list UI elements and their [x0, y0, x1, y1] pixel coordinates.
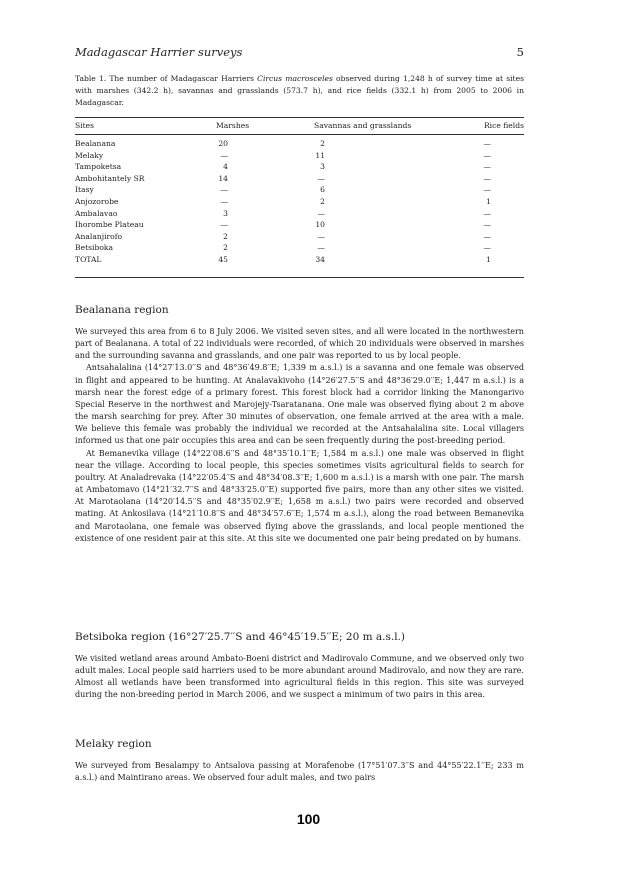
cell-marshes: 20: [218, 139, 228, 148]
running-head-page-number: 5: [516, 45, 524, 59]
table-bottom-rule: [75, 277, 524, 278]
column-header-sites: Sites: [75, 121, 95, 130]
table-header-row: [75, 120, 524, 132]
column-header-marshes: Marshes: [216, 121, 250, 130]
cell-site: Ihorombe Plateau: [75, 220, 144, 230]
table-row: [75, 254, 524, 266]
cell-savannas: —: [317, 243, 325, 253]
table-header-rule: [75, 134, 524, 135]
cell-rice-fields: —: [483, 139, 491, 148]
column-header-savannas: Savannas and grasslands: [314, 121, 412, 130]
cell-savannas: 2: [320, 139, 325, 148]
cell-site: Betsiboka: [75, 243, 114, 253]
section-heading-bealanana: Bealanana region: [75, 304, 169, 316]
cell-site: Anjozorobe: [75, 196, 119, 206]
cell-site: TOTAL: [75, 254, 102, 264]
cell-rice-fields: —: [483, 220, 491, 230]
cell-rice-fields: 1: [486, 196, 491, 206]
table-row: [75, 138, 524, 150]
table-caption-rest: observed during 1,248 h of survey time at sites with marshes (342.2 h), savannas and grasslands (573.7 h), and rice fields (332.1 h) from 2005 to 2006 in Madagascar.: [75, 74, 524, 107]
table-row: [75, 231, 524, 243]
cell-site: Analanjirofo: [75, 231, 123, 241]
cell-rice-fields: —: [483, 173, 491, 183]
paragraph: Antsahalalina (14°27′13.0′′S and 48°36′49.8′′E; 1,339 m a.s.l.) is a savanna and one female was observed in flight and appeared to be hunting. At Analavakivoho (14°26′27.5′′S and 48°36′29.0′′E; 1,447 m a.s.l.) is a marsh near the forest edge of a primary forest. This forest block had a corridor linking the Manongarivo Special Reserve in the northwest and Marojejy-Tsaratanana. One male was observed flying about 2 m above the marsh searching for prey. After 30 minutes of observation, one female arrived at the area with a male. We believe this female was probably the individual we recorded at the Antsahalalina site. Local villagers informed us that one pair occupies this area and can be seen frequently during the post-breeding period.: [75, 363, 524, 446]
cell-site: Itasy: [75, 185, 94, 195]
column-header-rice-fields: Rice fields: [483, 121, 524, 130]
cell-rice-fields: 1: [486, 254, 491, 264]
table-row: [75, 184, 524, 196]
section-body-betsiboka: [75, 653, 524, 702]
section-body-melaky: [75, 760, 524, 784]
cell-savannas: 11: [315, 150, 325, 160]
cell-savannas: —: [317, 208, 325, 218]
cell-marshes: —: [220, 220, 228, 230]
cell-rice-fields: —: [483, 243, 491, 253]
cell-savannas: 2: [320, 196, 325, 206]
section-heading-betsiboka: Betsiboka region (16°27′25.7′′S and 46°45′19.5′′E; 20 m a.s.l.): [75, 631, 405, 643]
cell-marshes: —: [220, 150, 228, 160]
table-row: [75, 161, 524, 173]
table-row: [75, 219, 524, 231]
species-name: Circus macrosceles: [257, 74, 333, 83]
cell-rice-fields: —: [483, 162, 491, 172]
cell-marshes: 4: [223, 162, 228, 172]
running-head-title: Madagascar Harrier surveys: [75, 45, 243, 59]
cell-marshes: —: [220, 185, 228, 195]
cell-rice-fields: —: [483, 185, 491, 195]
cell-marshes: 45: [218, 254, 228, 264]
table-row: [75, 173, 524, 185]
cell-site: Bealanana: [75, 139, 116, 148]
cell-savannas: 34: [315, 254, 325, 264]
paragraph: At Bemanevika village (14°22′08.6′′S and 48°35′10.1′′E; 1,584 m a.s.l.) one male was observed in flight near the village. According to local people, this species sometimes visits agricultural fields to search for poultry. At Analadrevaka (14°22′05.4′′S and 48°34′08.3′′E; 1,600 m a.s.l.) is a marsh with one pair. The marsh at Ambatomavo (14°21′32.7′′S and 48°33′25.0′′E) supported five pairs, more than any other sites we visited. At Marotaolana (14°20′14.5′′S and 48°35′02.9′′E; 1,658 m a.s.l.) two pairs were recorded and observed mating. At Ankosilava (14°21′10.8′′S and 48°34′57.6′′E; 1,574 m a.s.l.), along the road between Bemanevika and Marotaolana, one female was observed flying above the grasslands, and local people mentioned the existence of one resident pair at this site. At this site we documented one pair being predated on by humans.: [75, 448, 524, 543]
cell-marshes: 14: [218, 173, 228, 183]
section-heading-melaky: Melaky region: [75, 738, 152, 750]
table-row: [75, 208, 524, 220]
cell-savannas: —: [317, 173, 325, 183]
cell-site: Ambohitantely SR: [75, 173, 145, 183]
running-head: [75, 45, 524, 61]
cell-savannas: 6: [320, 185, 325, 195]
cell-site: Melaky: [75, 150, 104, 160]
cell-rice-fields: —: [483, 231, 491, 241]
cell-savannas: 3: [320, 162, 325, 172]
table-body: [75, 138, 524, 266]
cell-marshes: 3: [223, 208, 228, 218]
table-top-rule: [75, 117, 524, 118]
table-caption: [75, 73, 524, 109]
table-row: [75, 242, 524, 254]
paragraph: We visited wetland areas around Ambato-Boeni district and Madirovalo Commune, and we observed only two adult males. Local people said harriers used to be more abundant around Madirovalo, and now they are rare. Almost all wetlands have been transformed into agricultural fields in this region. This site was surveyed during the non-breeding period in March 2006, and we suspect a minimum of two pairs in this area.: [75, 654, 524, 700]
cell-marshes: 2: [223, 243, 228, 253]
cell-site: Ambalavao: [75, 208, 118, 218]
cell-marshes: —: [220, 196, 228, 206]
table-row: [75, 150, 524, 162]
paragraph: We surveyed this area from 6 to 8 July 2006. We visited seven sites, and all were located in the northwestern part of Bealanana. A total of 22 individuals were recorded, of which 20 individuals were observed in marshes and the surrounding savanna and grasslands, and one pair was reported to us by local people.: [75, 327, 524, 361]
table-row: [75, 196, 524, 208]
section-body-bealanana: [75, 326, 524, 545]
cell-rice-fields: —: [483, 150, 491, 160]
cell-savannas: —: [317, 231, 325, 241]
cell-savannas: 10: [315, 220, 325, 230]
cell-rice-fields: —: [483, 208, 491, 218]
cell-marshes: 2: [223, 231, 228, 241]
folio-page-number: 100: [296, 811, 321, 827]
table-caption-lead: Table 1. The number of Madagascar Harriers: [75, 74, 258, 83]
paragraph: We surveyed from Besalampy to Antsalova passing at Morafenobe (17°51′07.3′′S and 44°55′22.1′′E; 233 m a.s.l.) and Maintirano areas. We observed four adult males, and two pairs: [75, 761, 524, 783]
cell-site: Tampoketsa: [75, 162, 122, 172]
